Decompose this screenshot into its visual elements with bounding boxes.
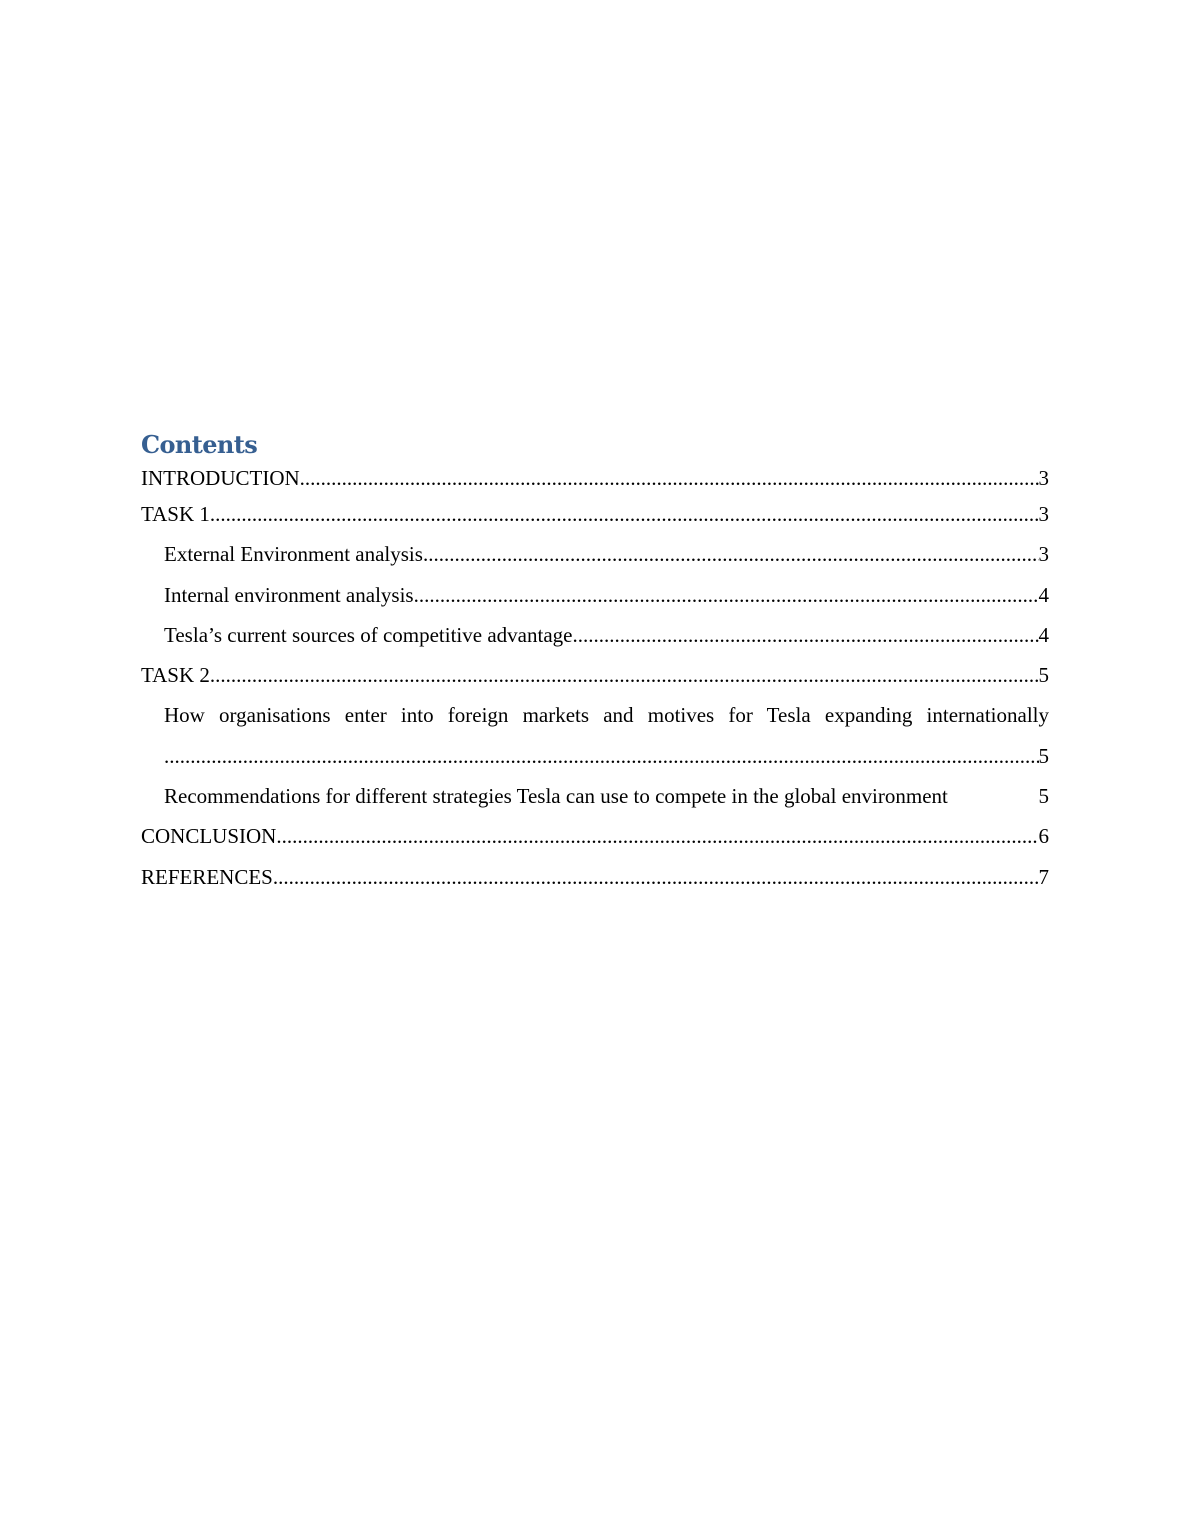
toc-entry-task-2[interactable] <box>141 655 1049 695</box>
toc-entry-title: Internal environment analysis <box>164 582 414 607</box>
toc-entry-title: INTRODUCTION <box>141 466 300 490</box>
toc-dot-leader <box>210 655 1039 695</box>
toc-dot-leader <box>273 857 1039 897</box>
toc-dot-leader <box>164 736 1039 776</box>
toc-list <box>141 462 1049 897</box>
toc-entry-title: CONCLUSION <box>141 824 277 849</box>
table-of-contents <box>141 428 1049 897</box>
toc-dot-leader <box>210 494 1039 534</box>
toc-heading: Contents <box>141 430 258 459</box>
toc-dot-leader <box>300 462 1039 494</box>
toc-page-number: 3 <box>1038 502 1049 526</box>
toc-entry-title: TASK 1 <box>141 502 210 526</box>
toc-entry-title: REFERENCES <box>141 864 273 889</box>
toc-page-number: 5 <box>1038 784 1049 809</box>
toc-entry-foreign-markets[interactable] <box>141 695 1049 776</box>
toc-entry-external-environment-analysis[interactable] <box>141 534 1049 574</box>
toc-dot-leader <box>423 534 1039 574</box>
toc-page-number: 7 <box>1038 864 1049 889</box>
toc-dot-leader <box>572 615 1038 655</box>
toc-page-number: 6 <box>1038 824 1049 849</box>
toc-dot-leader <box>276 816 1038 856</box>
toc-page-number: 5 <box>1038 743 1049 768</box>
toc-page-number: 5 <box>1038 663 1049 688</box>
toc-page-number: 3 <box>1038 542 1049 567</box>
toc-entry-recommendations[interactable] <box>141 776 1049 816</box>
toc-entry-references[interactable] <box>141 857 1049 897</box>
toc-entry-title: Recommendations for different strategies Tesla can use to compete in the global environment <box>164 784 948 809</box>
toc-entry-title: External Environment analysis <box>164 542 423 567</box>
toc-entry-title: Tesla’s current sources of competitive advantage <box>164 622 573 647</box>
toc-entry-introduction[interactable] <box>141 462 1049 494</box>
toc-entry-competitive-advantage[interactable] <box>141 615 1049 655</box>
toc-entry-conclusion[interactable] <box>141 816 1049 856</box>
toc-dot-leader <box>414 575 1039 615</box>
toc-entry-title: How organisations enter into foreign markets and motives for Tesla expanding internationally <box>164 703 1049 728</box>
toc-entry-task-1[interactable] <box>141 494 1049 534</box>
toc-page-number: 4 <box>1038 582 1049 607</box>
toc-page-number: 3 <box>1038 466 1049 490</box>
toc-entry-internal-environment-analysis[interactable] <box>141 575 1049 615</box>
toc-page-number: 4 <box>1038 622 1049 647</box>
toc-entry-title: TASK 2 <box>141 663 210 688</box>
toc-entry-continuation <box>164 736 1049 776</box>
